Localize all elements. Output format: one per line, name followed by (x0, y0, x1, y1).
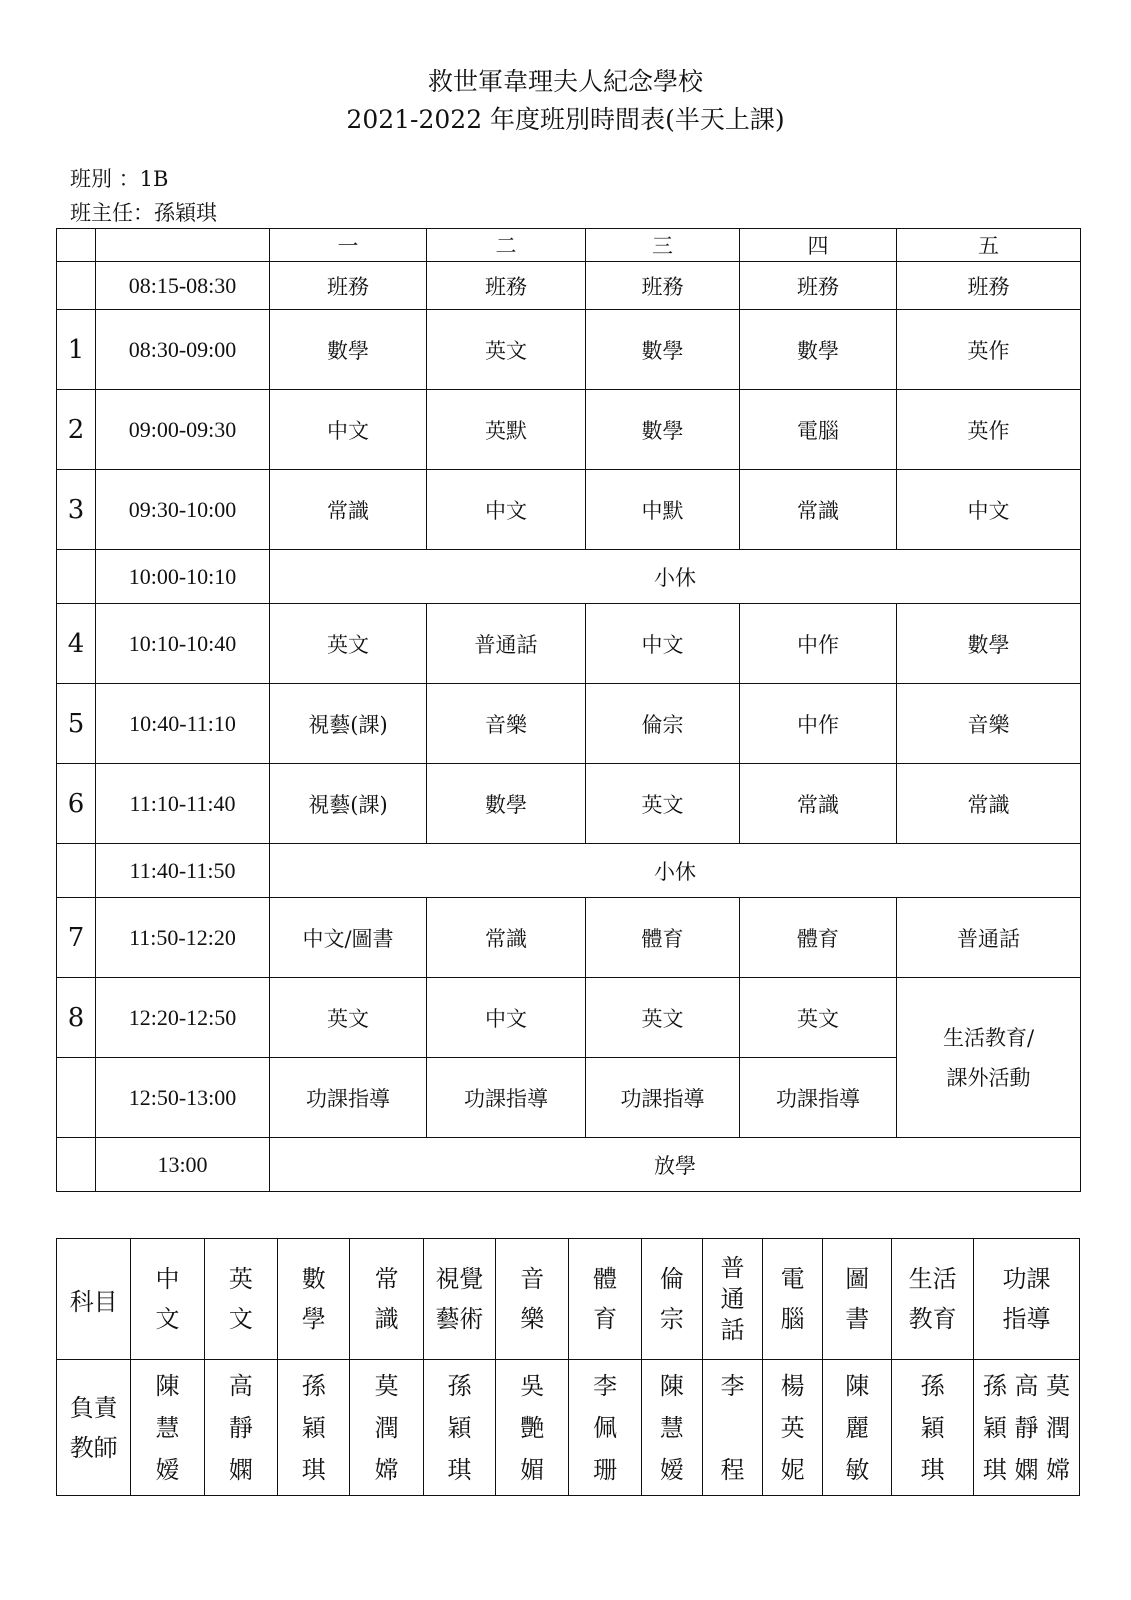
time-slot: 10:00-10:10 (96, 550, 270, 604)
teacher-name-char: 嫻 (228, 1455, 253, 1484)
subject-cell (278, 1239, 350, 1360)
lesson-cell: 英默 (427, 390, 586, 470)
teacher-name-char (703, 1407, 762, 1449)
teacher-cell (892, 1360, 974, 1496)
time-slot: 12:50-13:00 (96, 1058, 270, 1138)
subject-text: 音 (520, 1265, 545, 1293)
subject-text: 圖 (845, 1265, 870, 1293)
subject-cell (702, 1239, 762, 1360)
lesson-cell: 常識 (740, 470, 897, 550)
teacher-name-char: 琪 (920, 1455, 945, 1484)
teacher-name-char: 程 (720, 1455, 745, 1484)
lesson-cell: 班務 (897, 262, 1081, 310)
teacher-name-char: 琪 (447, 1455, 472, 1484)
lesson-cell: 班務 (270, 262, 427, 310)
day-header: 四 (740, 229, 897, 262)
teacher-cell (763, 1360, 823, 1496)
teacher-cell (569, 1360, 641, 1496)
period-number: 8 (57, 978, 96, 1058)
teacher-cell (496, 1360, 569, 1496)
lesson-cell: 功課指導 (270, 1058, 427, 1138)
time-slot: 09:00-09:30 (96, 390, 270, 470)
teacher-cell (641, 1360, 702, 1496)
lesson-cell: 中作 (740, 604, 897, 684)
subject-text: 視覺 (435, 1265, 484, 1293)
subject-text: 生活 (908, 1265, 957, 1293)
period-number: 7 (57, 898, 96, 978)
subject-cell (569, 1239, 641, 1360)
subject-cell (496, 1239, 569, 1360)
period-number: 5 (57, 684, 96, 764)
period-number (57, 1138, 96, 1192)
teacher-name-char: 琪 (301, 1455, 326, 1484)
teacher-name-char: 慧 (155, 1413, 180, 1442)
lesson-cell: 英文 (586, 978, 740, 1058)
dismissal-cell: 放學 (270, 1138, 1081, 1192)
period-number: 3 (57, 470, 96, 550)
subject-cell (131, 1239, 204, 1360)
dismissal-row (57, 1138, 1081, 1192)
teacher-name-char: 莫 (374, 1371, 399, 1400)
lesson-cell: 體育 (586, 898, 740, 978)
friday-late-cell (897, 978, 1081, 1138)
lesson-cell: 常識 (740, 764, 897, 844)
lesson-cell: 數學 (427, 764, 586, 844)
subject-cell (641, 1239, 702, 1360)
table-row (57, 262, 1081, 310)
subject-cell (350, 1239, 423, 1360)
teacher-name-char: 艷 (520, 1413, 545, 1442)
subject-text: 中 (155, 1265, 180, 1293)
teacher-label-line: 負責 (69, 1393, 118, 1422)
lesson-cell: 音樂 (427, 684, 586, 764)
day-header-row (57, 229, 1081, 262)
recess-cell: 小休 (270, 550, 1081, 604)
lesson-cell: 視藝(課) (270, 764, 427, 844)
subject-text: 腦 (780, 1305, 805, 1333)
subject-text: 樂 (520, 1305, 545, 1333)
teacher-name-char: 佩 (593, 1413, 618, 1442)
teacher-name-char: 孫 (920, 1371, 945, 1400)
teacher-name-char: 孫 (301, 1371, 326, 1400)
lesson-cell: 班務 (740, 262, 897, 310)
subject-cell (763, 1239, 823, 1360)
subject-row-label: 科目 (57, 1239, 131, 1360)
timetable-subtitle: 2021-2022 年度班別時間表(半天上課) (346, 105, 785, 134)
teacher-name-char: 楊 (780, 1371, 805, 1400)
subject-text: 普 (720, 1253, 745, 1282)
subject-text: 倫 (659, 1265, 684, 1293)
teacher-name-char: 妮 (780, 1455, 805, 1484)
subject-cell (204, 1239, 277, 1360)
subject-cell (973, 1239, 1079, 1360)
subject-text: 話 (720, 1315, 745, 1344)
lesson-cell: 中文 (270, 390, 427, 470)
lesson-cell: 電腦 (740, 390, 897, 470)
lesson-cell: 音樂 (897, 684, 1081, 764)
subject-text: 識 (374, 1305, 399, 1333)
time-slot: 11:40-11:50 (96, 844, 270, 898)
teacher-name-char: 孫 (447, 1371, 472, 1400)
teacher-label-line: 教師 (69, 1433, 118, 1462)
lesson-cell: 視藝(課) (270, 684, 427, 764)
teacher-name-char: 穎 靜 潤 (982, 1413, 1071, 1442)
teacher-name-char: 媚 (520, 1455, 545, 1484)
lesson-cell: 功課指導 (427, 1058, 586, 1138)
friday-late-line: 生活教育/ (942, 1025, 1035, 1050)
lesson-cell: 中文/圖書 (270, 898, 427, 978)
lesson-cell: 英文 (586, 764, 740, 844)
teacher-name-char: 麗 (845, 1413, 870, 1442)
teacher-cell (423, 1360, 495, 1496)
teacher-name-char: 嫒 (659, 1455, 684, 1484)
period-number: 6 (57, 764, 96, 844)
teacher-name-char: 靜 (228, 1413, 253, 1442)
period-number: 4 (57, 604, 96, 684)
lesson-cell: 功課指導 (740, 1058, 897, 1138)
corner-cell (57, 229, 96, 262)
lesson-cell: 英作 (897, 390, 1081, 470)
lesson-cell: 班務 (427, 262, 586, 310)
teacher-name-char: 李 (720, 1371, 745, 1400)
break-row (57, 550, 1081, 604)
teacher-name-char: 嫦 (374, 1455, 399, 1484)
subject-text: 教育 (908, 1305, 957, 1333)
subject-row (57, 1239, 1080, 1360)
period-number: 2 (57, 390, 96, 470)
time-slot: 12:20-12:50 (96, 978, 270, 1058)
lesson-cell: 中文 (897, 470, 1081, 550)
subject-text: 藝術 (435, 1305, 484, 1333)
subject-cell (823, 1239, 892, 1360)
teacher-name-char: 穎 (301, 1413, 326, 1442)
lesson-cell: 中文 (427, 978, 586, 1058)
day-header: 二 (427, 229, 586, 262)
break-row (57, 844, 1081, 898)
teacher-name-char: 陳 (155, 1371, 180, 1400)
teacher-name-char: 嫒 (155, 1455, 180, 1484)
period-number (57, 844, 96, 898)
subject-text: 英 (228, 1265, 253, 1293)
teacher-row-label (57, 1360, 131, 1496)
table-row (57, 310, 1081, 390)
lesson-cell: 數學 (586, 390, 740, 470)
lesson-cell: 英文 (740, 978, 897, 1058)
table-row (57, 978, 1081, 1058)
time-slot: 11:50-12:20 (96, 898, 270, 978)
recess-cell: 小休 (270, 844, 1081, 898)
teacher-cell (823, 1360, 892, 1496)
table-row (57, 390, 1081, 470)
period-number (57, 1058, 96, 1138)
teacher-cell (973, 1360, 1079, 1496)
corner-cell (96, 229, 270, 262)
lesson-cell: 英作 (897, 310, 1081, 390)
lesson-cell: 數學 (897, 604, 1081, 684)
lesson-cell: 中文 (427, 470, 586, 550)
subject-text: 書 (845, 1305, 870, 1333)
table-row (57, 470, 1081, 550)
period-number (57, 550, 96, 604)
teacher-cell (278, 1360, 350, 1496)
lesson-cell: 英文 (427, 310, 586, 390)
time-slot: 11:10-11:40 (96, 764, 270, 844)
lesson-cell: 英文 (270, 604, 427, 684)
teacher-name-char: 高 (228, 1371, 253, 1400)
lesson-cell: 常識 (270, 470, 427, 550)
table-row (57, 764, 1081, 844)
subject-text: 常 (374, 1265, 399, 1293)
teacher-name-char: 李 (593, 1371, 618, 1400)
lesson-cell: 功課指導 (586, 1058, 740, 1138)
table-row (57, 898, 1081, 978)
class-label: 班別 ：1B (70, 167, 169, 191)
subject-text: 體 (593, 1265, 618, 1293)
subject-text: 電 (780, 1265, 805, 1293)
school-name: 救世軍韋理夫人紀念學校 (427, 67, 703, 96)
day-header: 三 (586, 229, 740, 262)
time-slot: 10:10-10:40 (96, 604, 270, 684)
teacher-cell (350, 1360, 423, 1496)
teacher-row (57, 1360, 1080, 1496)
teacher-name-char: 孫 高 莫 (982, 1371, 1071, 1400)
subject-text: 文 (228, 1305, 253, 1333)
timetable (56, 228, 1081, 1192)
lesson-cell: 中默 (586, 470, 740, 550)
time-slot: 09:30-10:00 (96, 470, 270, 550)
subject-text: 宗 (659, 1305, 684, 1333)
lesson-cell: 中文 (586, 604, 740, 684)
period-number: 1 (57, 310, 96, 390)
time-slot: 08:15-08:30 (96, 262, 270, 310)
subject-text: 學 (301, 1305, 326, 1333)
lesson-cell: 常識 (897, 764, 1081, 844)
lesson-cell: 體育 (740, 898, 897, 978)
teacher-cell (204, 1360, 277, 1496)
subject-text: 育 (593, 1305, 618, 1333)
day-header: 五 (897, 229, 1081, 262)
table-row (57, 684, 1081, 764)
lesson-cell: 常識 (427, 898, 586, 978)
teacher-name-char: 穎 (447, 1413, 472, 1442)
subject-cell (423, 1239, 495, 1360)
subject-teacher-table (56, 1238, 1080, 1496)
time-slot: 13:00 (96, 1138, 270, 1192)
subject-text: 文 (155, 1305, 180, 1333)
lesson-cell: 英文 (270, 978, 427, 1058)
lesson-cell: 普通話 (427, 604, 586, 684)
lesson-cell: 普通話 (897, 898, 1081, 978)
subject-text: 通 (720, 1284, 745, 1313)
time-slot: 08:30-09:00 (96, 310, 270, 390)
teacher-name-char: 英 (780, 1413, 805, 1442)
table-row (57, 604, 1081, 684)
teacher-name-char: 陳 (845, 1371, 870, 1400)
lesson-cell: 數學 (270, 310, 427, 390)
teacher-name-char: 慧 (659, 1413, 684, 1442)
subject-text: 功課 (1002, 1265, 1051, 1293)
teacher-name-char: 敏 (845, 1455, 870, 1484)
lesson-cell: 班務 (586, 262, 740, 310)
teacher-cell (702, 1360, 762, 1496)
lesson-cell: 數學 (586, 310, 740, 390)
teacher-name-char: 陳 (659, 1371, 684, 1400)
lesson-cell: 倫宗 (586, 684, 740, 764)
period-number (57, 262, 96, 310)
lesson-cell: 數學 (740, 310, 897, 390)
teacher-name-char: 潤 (374, 1413, 399, 1442)
friday-late-line: 課外活動 (946, 1065, 1031, 1090)
subject-text: 指導 (1002, 1305, 1051, 1333)
subject-cell (892, 1239, 974, 1360)
class-teacher-label: 班主任：孫穎琪 (70, 201, 217, 225)
teacher-name-char: 吳 (520, 1371, 545, 1400)
time-slot: 10:40-11:10 (96, 684, 270, 764)
day-header: 一 (270, 229, 427, 262)
subject-text: 數 (301, 1265, 326, 1293)
teacher-name-char: 珊 (593, 1455, 618, 1484)
teacher-name-char: 穎 (920, 1413, 945, 1442)
teacher-name-char: 琪 嫻 嫦 (982, 1455, 1071, 1484)
lesson-cell: 中作 (740, 684, 897, 764)
teacher-cell (131, 1360, 204, 1496)
